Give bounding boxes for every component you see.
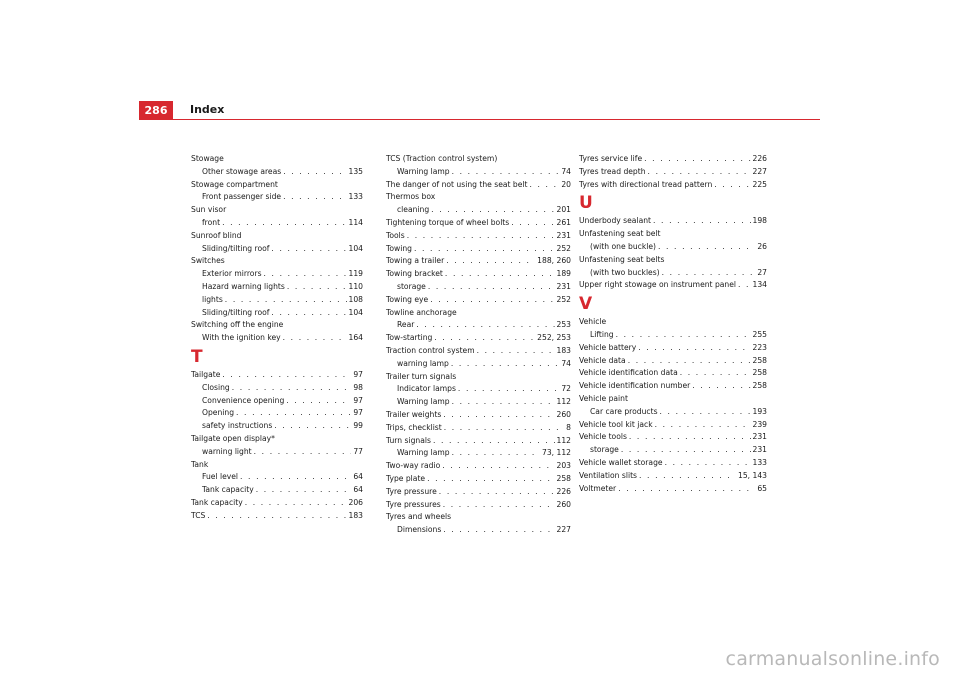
index-entry-heading: Unfastening seat belts xyxy=(579,254,665,264)
dot-leader xyxy=(271,243,346,256)
index-letter-heading: V xyxy=(579,294,593,315)
index-entry-label: Two-way radio xyxy=(386,461,441,471)
dot-leader xyxy=(444,422,564,435)
index-entry xyxy=(191,497,363,510)
index-page-ref: 97 xyxy=(353,395,363,405)
index-entry-label: storage xyxy=(397,281,426,291)
dot-leader xyxy=(283,191,346,204)
index-entry xyxy=(191,510,363,523)
index-page-ref: 108 xyxy=(348,294,363,304)
index-entry xyxy=(386,499,571,512)
index-entry-label: The danger of not using the seat belt xyxy=(386,179,528,189)
index-subentry xyxy=(386,166,571,179)
dot-leader xyxy=(639,470,736,483)
index-entry xyxy=(386,230,571,243)
index-page-ref: 206 xyxy=(348,497,363,507)
index-page-ref: 110 xyxy=(348,281,363,291)
index-page-ref: 8 xyxy=(566,422,571,432)
index-entry-heading: Sun visor xyxy=(191,205,227,215)
index-page-ref: 135 xyxy=(348,166,363,176)
index-page-ref: 26 xyxy=(757,241,767,251)
index-subentry xyxy=(191,166,363,179)
index-subentry xyxy=(191,395,363,408)
dot-leader xyxy=(443,499,555,512)
index-entry xyxy=(386,345,571,358)
header-divider xyxy=(173,119,820,120)
index-subentry xyxy=(579,241,767,254)
index-subentry xyxy=(386,396,571,409)
index-entry-label: With the ignition key xyxy=(202,333,281,343)
dot-leader xyxy=(431,204,554,217)
index-entry xyxy=(386,473,571,486)
dot-leader xyxy=(443,409,554,422)
dot-leader xyxy=(662,267,756,280)
index-page-ref: 261 xyxy=(556,217,571,227)
index-entry-label: Traction control system xyxy=(386,345,475,355)
index-page-ref: 231 xyxy=(752,445,767,455)
index-entry-label: Tyres service life xyxy=(579,154,643,163)
index-page-ref: 114 xyxy=(348,217,363,227)
dot-leader xyxy=(530,179,560,192)
index-page-ref: 260 xyxy=(556,409,571,419)
index-subentry xyxy=(191,471,363,484)
index-subentry xyxy=(386,281,571,294)
index-subentry xyxy=(191,484,363,497)
index-page-ref: 193 xyxy=(752,406,767,416)
index-page-ref: 112 xyxy=(556,435,571,445)
index-entry-heading: Sunroof blind xyxy=(191,230,242,240)
index-entry-label: storage xyxy=(590,445,619,455)
index-page-ref: 27 xyxy=(757,267,767,277)
dot-leader xyxy=(232,382,352,395)
index-entry-label: TCS xyxy=(191,510,206,520)
index-entry-heading: Tailgate open display* xyxy=(191,433,275,443)
index-entry xyxy=(579,483,767,496)
index-entry xyxy=(579,153,767,166)
dot-leader xyxy=(653,215,750,228)
dot-leader xyxy=(628,355,751,368)
index-entry-label: Other stowage areas xyxy=(202,166,282,176)
dot-leader xyxy=(256,484,352,497)
dot-leader xyxy=(264,268,347,281)
index-page-ref: 231 xyxy=(556,230,571,240)
index-entry-label: Towing xyxy=(386,243,412,253)
index-entry-label: Closing xyxy=(202,382,230,392)
index-entry-label: Towing a trailer xyxy=(386,256,445,266)
dot-leader xyxy=(445,268,555,281)
index-entry-label: Sliding/tilting roof xyxy=(202,243,270,253)
dot-leader xyxy=(621,444,751,457)
index-page-ref: 15, 143 xyxy=(738,470,767,480)
index-entry xyxy=(579,166,767,179)
index-page-ref: 73, 112 xyxy=(542,448,571,458)
index-entry-label: Dimensions xyxy=(397,525,442,535)
dot-leader xyxy=(225,294,347,307)
index-page-ref: 64 xyxy=(353,485,363,495)
index-letter-heading: T xyxy=(191,346,203,367)
index-column-3 xyxy=(579,153,767,495)
index-entry xyxy=(579,457,767,470)
index-subentry xyxy=(579,267,767,280)
index-page-ref: 64 xyxy=(353,472,363,482)
index-entry-heading: Switching off the engine xyxy=(191,320,284,330)
dot-leader xyxy=(439,486,555,499)
index-subentry xyxy=(191,268,363,281)
index-entry xyxy=(579,279,767,292)
dot-leader xyxy=(452,396,555,409)
dot-leader xyxy=(222,369,351,382)
dot-leader xyxy=(407,230,555,243)
index-entry-label: Fuel level xyxy=(202,472,239,482)
index-page-ref: 258 xyxy=(752,368,767,378)
index-entry-label: Towing bracket xyxy=(386,269,443,279)
dot-leader xyxy=(207,510,346,523)
index-entry-heading: Tyres and wheels xyxy=(386,512,452,522)
index-entry-label: Convenience opening xyxy=(202,395,285,405)
index-subentry xyxy=(579,329,767,342)
index-page-ref: 227 xyxy=(556,525,571,535)
dot-leader xyxy=(451,358,560,371)
index-page-ref: 134 xyxy=(752,280,767,290)
index-column-2 xyxy=(386,153,571,537)
index-entry xyxy=(579,419,767,432)
index-page-ref: 231 xyxy=(752,432,767,442)
index-entry xyxy=(386,255,571,268)
index-page-ref: 258 xyxy=(752,355,767,365)
index-entry-label: Tailgate xyxy=(191,369,221,379)
index-entry xyxy=(386,217,571,230)
dot-leader xyxy=(254,446,352,459)
index-entry-label: (with one buckle) xyxy=(590,241,656,251)
dot-leader xyxy=(433,435,555,448)
index-entry-label: Vehicle identification data xyxy=(579,368,678,378)
index-entry-label: Vehicle battery xyxy=(579,342,637,352)
index-entry-label: warning lamp xyxy=(397,358,449,368)
index-page-ref: 253 xyxy=(556,320,571,330)
index-subentry xyxy=(386,383,571,396)
index-entry-heading: Vehicle xyxy=(579,317,607,327)
index-page-ref: 198 xyxy=(752,216,767,226)
index-page-ref: 260 xyxy=(556,499,571,509)
dot-leader xyxy=(222,217,346,230)
index-entry-label: Tyre pressures xyxy=(386,499,441,509)
index-page-ref: 258 xyxy=(752,381,767,391)
index-subentry xyxy=(579,444,767,457)
dot-leader xyxy=(416,319,554,332)
index-page-ref: 258 xyxy=(556,473,571,483)
index-entry-label: Underbody sealant xyxy=(579,216,652,226)
index-entry-label: Vehicle tools xyxy=(579,432,627,442)
index-page-ref: 252 xyxy=(556,243,571,253)
index-page-ref: 119 xyxy=(348,269,363,279)
dot-leader xyxy=(427,473,554,486)
index-entry-label: (with two buckles) xyxy=(590,267,660,277)
index-entry-label: Indicator lamps xyxy=(397,384,456,394)
index-entry-label: Voltmeter xyxy=(579,483,617,493)
index-entry xyxy=(386,243,571,256)
index-entry xyxy=(191,369,363,382)
index-page-ref: 112 xyxy=(556,397,571,407)
dot-leader xyxy=(644,153,750,166)
index-entry-label: Warning lamp xyxy=(397,397,450,407)
dot-leader xyxy=(511,217,554,230)
index-page-ref: 227 xyxy=(752,166,767,176)
dot-leader xyxy=(428,281,555,294)
dot-leader xyxy=(274,420,351,433)
dot-leader xyxy=(236,407,351,420)
index-page-ref: 223 xyxy=(752,342,767,352)
index-page-ref: 72 xyxy=(561,384,571,394)
index-entry-heading: Stowage compartment xyxy=(191,179,278,189)
index-subentry xyxy=(386,524,571,537)
index-entry-label: Vehicle identification number xyxy=(579,381,691,391)
index-entry-label: Exterior mirrors xyxy=(202,269,262,279)
dot-leader xyxy=(738,279,750,292)
index-entry-label: Tow-starting xyxy=(386,333,433,343)
dot-leader xyxy=(283,332,347,345)
dot-leader xyxy=(271,307,346,320)
index-entry-label: Upper right stowage on instrument panel xyxy=(579,280,737,290)
index-entry-label: Tyre pressure xyxy=(386,486,437,496)
index-subentry xyxy=(191,446,363,459)
index-page-ref: 183 xyxy=(556,345,571,355)
index-page-ref: 201 xyxy=(556,205,571,215)
dot-leader xyxy=(452,447,540,460)
index-entry-label: Opening xyxy=(202,408,235,418)
index-entry-label: Ventilation slits xyxy=(579,470,638,480)
index-entry xyxy=(386,422,571,435)
index-entry-label: Vehicle tool kit jack xyxy=(579,419,653,429)
index-entry-heading: Unfastening seat belt xyxy=(579,229,661,239)
dot-leader xyxy=(283,166,346,179)
dot-leader xyxy=(629,431,751,444)
dot-leader xyxy=(245,497,347,510)
index-entry-label: Car care products xyxy=(590,406,658,416)
index-entry-label: Hazard warning lights xyxy=(202,281,285,291)
dot-leader xyxy=(616,329,751,342)
index-entry-heading: Tank xyxy=(191,459,209,469)
index-entry-label: Warning lamp xyxy=(397,448,450,458)
index-entry xyxy=(386,435,571,448)
index-entry-label: Front passenger side xyxy=(202,192,282,202)
dot-leader xyxy=(714,179,750,192)
index-entry-label: Towing eye xyxy=(386,294,429,304)
index-entry xyxy=(386,179,571,192)
index-entry-heading: Vehicle paint xyxy=(579,393,628,403)
index-entry-heading: Thermos box xyxy=(386,192,436,202)
index-page-ref: 252, 253 xyxy=(537,333,571,343)
index-page-ref: 65 xyxy=(757,483,767,493)
index-subentry xyxy=(386,447,571,460)
index-entry-label: safety instructions xyxy=(202,421,273,431)
index-entry xyxy=(579,342,767,355)
dot-leader xyxy=(658,241,755,254)
dot-leader xyxy=(286,395,351,408)
index-page-ref: 225 xyxy=(752,179,767,189)
index-entry xyxy=(386,486,571,499)
index-entry-heading: Trailer turn signals xyxy=(386,371,457,381)
index-entry-label: lights xyxy=(202,294,223,304)
index-subentry xyxy=(191,382,363,395)
index-entry-heading: Switches xyxy=(191,256,225,266)
index-entry-heading: TCS (Traction control system) xyxy=(386,154,498,163)
index-entry xyxy=(386,268,571,281)
index-page-ref: 203 xyxy=(556,461,571,471)
dot-leader xyxy=(414,243,555,256)
index-page-ref: 104 xyxy=(348,307,363,317)
index-entry-label: Trips, checklist xyxy=(386,422,442,432)
index-entry-label: Trailer weights xyxy=(386,409,442,419)
index-entry xyxy=(579,380,767,393)
index-page-ref: 98 xyxy=(353,382,363,392)
index-entry xyxy=(579,470,767,483)
index-page-ref: 226 xyxy=(752,154,767,163)
index-page-ref: 74 xyxy=(561,358,571,368)
index-page-ref: 255 xyxy=(752,329,767,339)
index-subentry xyxy=(191,420,363,433)
dot-leader xyxy=(648,166,751,179)
dot-leader xyxy=(434,332,535,345)
index-entry-label: Tank capacity xyxy=(191,497,243,507)
dot-leader xyxy=(287,281,347,294)
dot-leader xyxy=(442,460,554,473)
index-page-ref: 231 xyxy=(556,281,571,291)
page-title: Index xyxy=(190,103,225,116)
index-entry-heading: Stowage xyxy=(191,154,224,163)
index-entry-label: Sliding/tilting roof xyxy=(202,307,270,317)
index-subentry xyxy=(386,204,571,217)
index-entry-label: Tank capacity xyxy=(202,485,254,495)
index-letter-heading: U xyxy=(579,193,593,214)
index-entry-label: Tyres with directional tread pattern xyxy=(579,179,713,189)
index-subentry xyxy=(191,294,363,307)
index-entry xyxy=(579,215,767,228)
index-subentry xyxy=(191,281,363,294)
index-entry xyxy=(579,355,767,368)
index-entry xyxy=(579,179,767,192)
index-page-ref: 104 xyxy=(348,243,363,253)
index-subentry xyxy=(191,243,363,256)
index-column-1 xyxy=(191,153,363,523)
dot-leader xyxy=(430,294,554,307)
index-subentry xyxy=(386,358,571,371)
dot-leader xyxy=(477,345,555,358)
index-page-ref: 189 xyxy=(556,269,571,279)
watermark-text: carmanualsonline.info xyxy=(725,648,940,670)
index-page-ref: 239 xyxy=(752,419,767,429)
index-entry-label: Warning lamp xyxy=(397,166,450,176)
index-page-ref: 20 xyxy=(561,179,571,189)
index-entry-label: Rear xyxy=(397,320,415,330)
dot-leader xyxy=(446,255,535,268)
dot-leader xyxy=(638,342,750,355)
index-entry xyxy=(386,409,571,422)
index-subentry xyxy=(191,407,363,420)
dot-leader xyxy=(618,483,755,496)
index-entry-label: cleaning xyxy=(397,205,430,215)
index-page-ref: 74 xyxy=(561,166,571,176)
index-page-ref: 188, 260 xyxy=(537,256,571,266)
dot-leader xyxy=(665,457,751,470)
index-entry xyxy=(386,332,571,345)
index-page-ref: 77 xyxy=(353,446,363,456)
index-entry-label: Type plate xyxy=(386,473,426,483)
index-entry-label: Lifting xyxy=(590,329,614,339)
index-page-ref: 164 xyxy=(348,333,363,343)
index-page-ref: 226 xyxy=(556,486,571,496)
index-entry xyxy=(579,431,767,444)
dot-leader xyxy=(655,419,751,432)
index-entry-label: Tightening torque of wheel bolts xyxy=(386,217,510,227)
index-page-ref: 183 xyxy=(348,510,363,520)
index-subentry xyxy=(386,319,571,332)
dot-leader xyxy=(443,524,554,537)
index-entry-label: Vehicle data xyxy=(579,355,626,365)
index-entry xyxy=(386,460,571,473)
dot-leader xyxy=(660,406,751,419)
index-page-ref: 99 xyxy=(353,421,363,431)
dot-leader xyxy=(240,471,351,484)
index-page-ref: 133 xyxy=(752,457,767,467)
index-subentry xyxy=(191,191,363,204)
index-entry-label: front xyxy=(202,217,221,227)
index-page-ref: 252 xyxy=(556,294,571,304)
index-entry xyxy=(386,294,571,307)
index-entry-label: warning light xyxy=(202,446,252,456)
index-entry-label: Tyres tread depth xyxy=(579,166,646,176)
page-header xyxy=(139,101,820,121)
index-subentry xyxy=(191,217,363,230)
index-page-ref: 133 xyxy=(348,192,363,202)
index-entry-label: Tools xyxy=(386,230,405,240)
dot-leader xyxy=(452,166,560,179)
index-entry-heading: Towline anchorage xyxy=(386,307,457,317)
index-entry-label: Turn signals xyxy=(386,435,431,445)
page-number-badge: 286 xyxy=(139,101,173,120)
dot-leader xyxy=(692,380,750,393)
dot-leader xyxy=(680,367,751,380)
dot-leader xyxy=(458,383,559,396)
index-subentry xyxy=(191,307,363,320)
index-subentry xyxy=(191,332,363,345)
index-entry-label: Vehicle wallet storage xyxy=(579,457,663,467)
index-page-ref: 97 xyxy=(353,369,363,379)
index-entry xyxy=(579,367,767,380)
index-subentry xyxy=(579,406,767,419)
index-page-ref: 97 xyxy=(353,408,363,418)
